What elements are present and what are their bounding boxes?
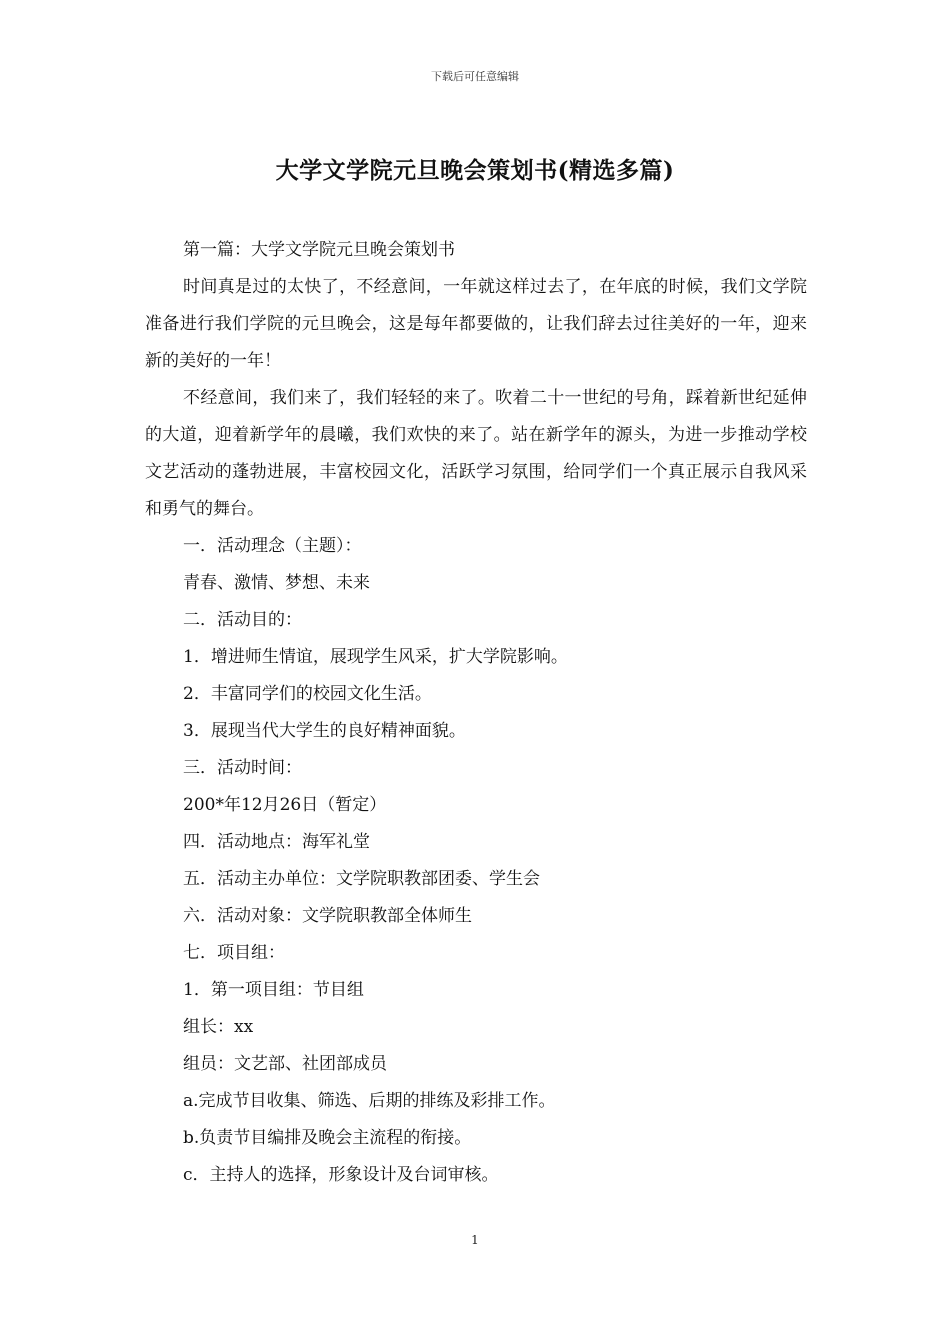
activity-date-text: 200*年12月26日（暂定） bbox=[183, 795, 387, 815]
intro-paragraph: 时间真是过的太快了，不经意间，一年就这样过去了，在年底的时候，我们文学院准备进行我们学院的元旦晚会，这是每年都要做的，让我们辞去过往美好的一年，迎来新的美好的一年！ bbox=[145, 277, 807, 371]
document-body bbox=[145, 232, 807, 1194]
heading-activity-concept: 一．活动理念（主题）： bbox=[183, 536, 362, 556]
purpose-item-2: 2．丰富同学们的校园文化生活。 bbox=[183, 684, 432, 704]
purpose-item-1: 1．增进师生情谊，展现学生风采，扩大学院影响。 bbox=[183, 647, 568, 667]
activity-organizer-text: 五．活动主办单位：文学院职教部团委、学生会 bbox=[183, 869, 540, 889]
page-header-note: 下载后可任意编辑 bbox=[431, 70, 519, 83]
task-item-a: a.完成节目收集、筛选、后期的排练及彩排工作。 bbox=[183, 1091, 556, 1111]
activity-location-text: 四．活动地点：海军礼堂 bbox=[183, 832, 370, 852]
background-paragraph: 不经意间，我们来了，我们轻轻的来了。吹着二十一世纪的号角，踩着新世纪延伸的大道，迎着新学年的晨曦，我们欢快的来了。站在新学年的源头，为进一步推动学校文艺活动的蓬勃进展，丰富校园文化，活跃学习氛围，给同学们一个真正展示自我风采和勇气的舞台。 bbox=[145, 388, 807, 519]
section-heading-part-one: 第一篇：大学文学院元旦晚会策划书 bbox=[183, 240, 455, 260]
heading-project-groups: 七．项目组： bbox=[183, 943, 285, 963]
activity-audience-text: 六．活动对象：文学院职教部全体师生 bbox=[183, 906, 472, 926]
heading-activity-purpose: 二．活动目的： bbox=[183, 610, 302, 630]
group-leader-text: 组长：xx bbox=[183, 1017, 254, 1037]
group-members-text: 组员：文艺部、社团部成员 bbox=[183, 1054, 387, 1074]
project-group-1-heading: 1．第一项目组：节目组 bbox=[183, 980, 364, 1000]
activity-theme-text: 青春、激情、梦想、未来 bbox=[183, 573, 370, 593]
heading-activity-time: 三．活动时间： bbox=[183, 758, 302, 778]
task-item-b: b.负责节目编排及晚会主流程的衔接。 bbox=[183, 1128, 472, 1148]
task-item-c: c．主持人的选择，形象设计及台词审核。 bbox=[183, 1165, 499, 1185]
document-title: 大学文学院元旦晚会策划书(精选多篇) bbox=[275, 157, 675, 184]
page-number: 1 bbox=[471, 1233, 479, 1247]
purpose-item-3: 3．展现当代大学生的良好精神面貌。 bbox=[183, 721, 466, 741]
